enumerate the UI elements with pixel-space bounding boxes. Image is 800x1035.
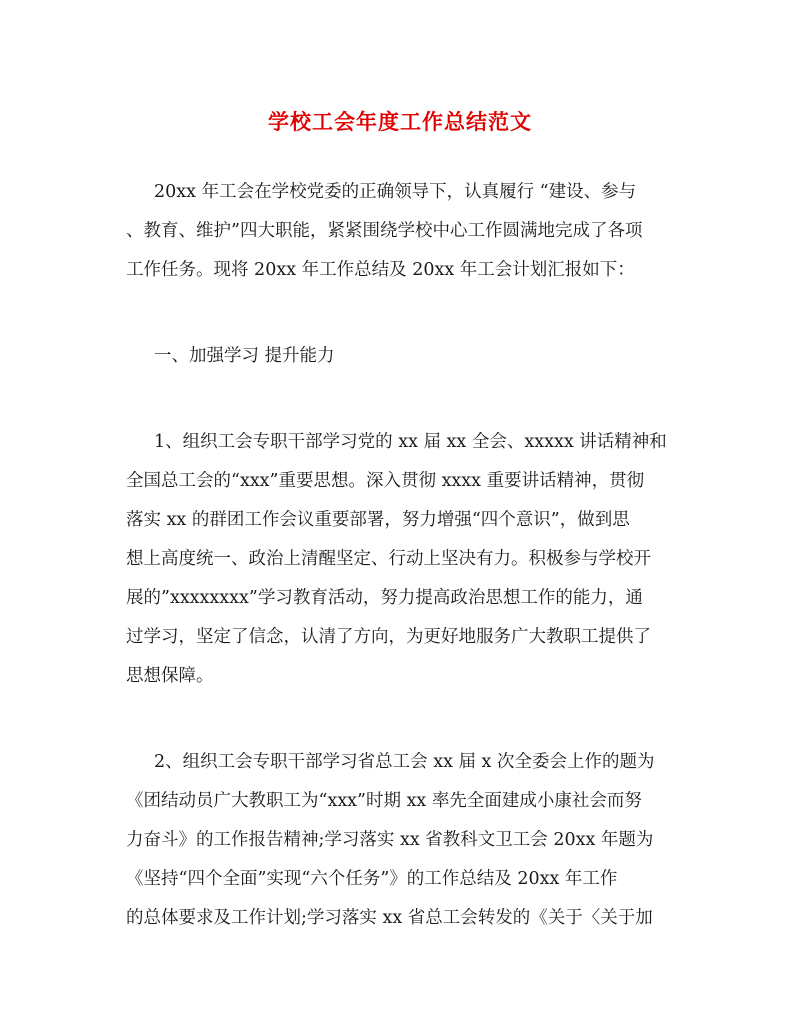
paragraph-line: 思想保障。 bbox=[126, 666, 214, 686]
paragraph-line: 展的”xxxxxxxx”学习教育活动，努力提高政治思想工作的能力，通 bbox=[126, 588, 643, 608]
document-title: 学校工会年度工作总结范文 bbox=[268, 109, 532, 134]
paragraph-line: 力奋斗》的工作报告精神;学习落实 xx 省教科文卫工会 20xx 年题为 bbox=[126, 830, 654, 850]
paragraph-line: 《团结动员广大教职工为“xxx”时期 xx 率先全面建成小康社会而努 bbox=[126, 791, 642, 811]
section-heading: 一、加强学习 提升能力 bbox=[154, 346, 335, 366]
paragraph-line: 落实 xx 的群团工作会议重要部署，努力增强“四个意识”，做到思 bbox=[126, 510, 630, 530]
paragraph-line: 、教育、维护”四大职能，紧紧围绕学校中心工作圆满地完成了各项 bbox=[126, 221, 643, 241]
paragraph-line: 的总体要求及工作计划;学习落实 xx 省总工会转发的《关于〈关于加 bbox=[126, 908, 653, 928]
paragraph-line: 过学习，坚定了信念，认清了方向，为更好地服务广大教职工提供了 bbox=[126, 627, 651, 647]
paragraph-line: 想上高度统一、政治上清醒坚定、行动上坚决有力。积极参与学校开 bbox=[126, 549, 651, 569]
paragraph-line: 工作任务。现将 20xx 年工作总结及 20xx 年工会计划汇报如下： bbox=[126, 260, 635, 280]
paragraph-line: 1、组织工会专职干部学习党的 xx 届 xx 全会、xxxxx 讲话精神和 bbox=[154, 432, 667, 452]
paragraph-line: 20xx 年工会在学校党委的正确领导下，认真履行 “建设、参与 bbox=[154, 182, 637, 202]
paragraph-line: 全国总工会的“xxx”重要思想。深入贯彻 xxxx 重要讲话精神，贯彻 bbox=[126, 471, 645, 491]
paragraph-line: 《坚持“四个全面”实现“六个任务”》的工作总结及 20xx 年工作 bbox=[126, 869, 618, 889]
paragraph-line: 2、组织工会专职干部学习省总工会 xx 届 x 次全委会上作的题为 bbox=[154, 752, 655, 772]
